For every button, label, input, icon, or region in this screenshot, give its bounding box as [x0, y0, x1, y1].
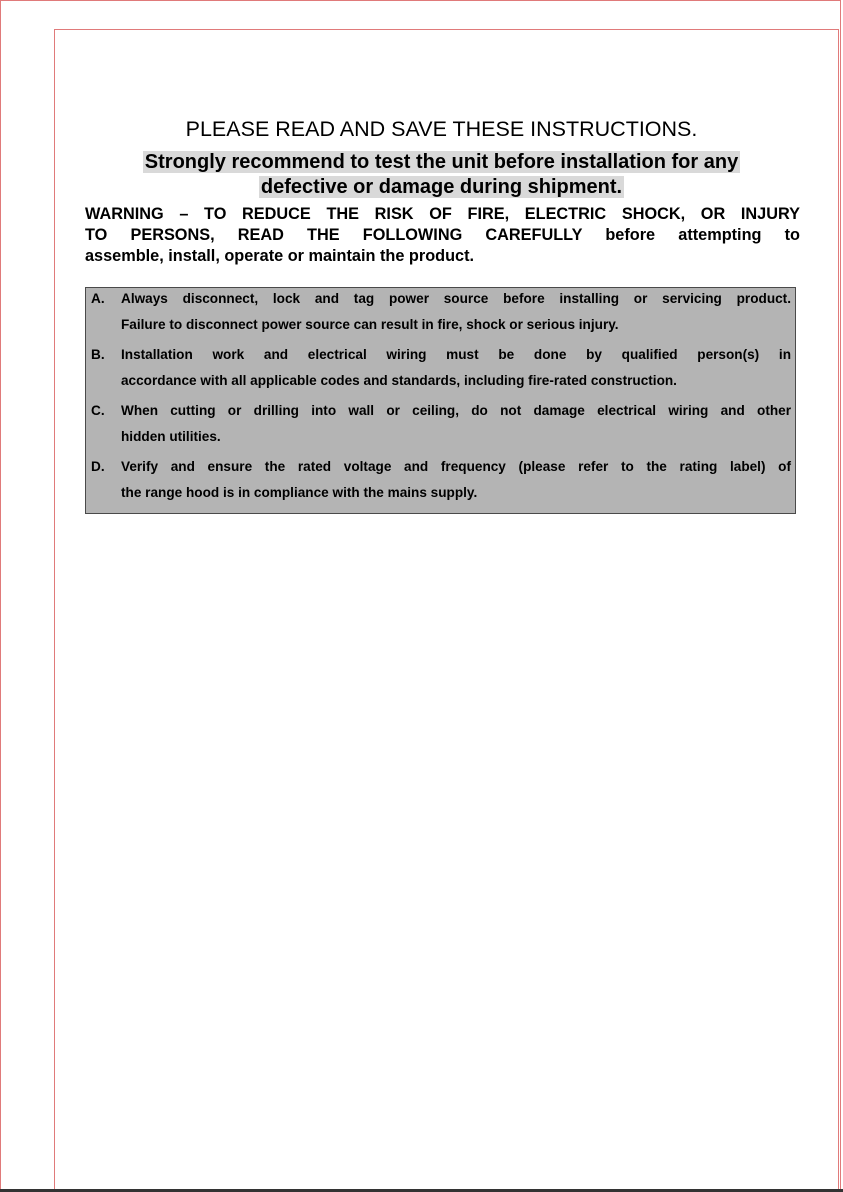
instruction-line-2: the range hood is in compliance with the mains supply. [121, 485, 478, 500]
instruction-letter: D. [91, 459, 105, 474]
instruction-letter: A. [91, 291, 105, 306]
test-notice [85, 150, 798, 200]
test-notice-line-2: defective or damage during shipment. [260, 176, 623, 198]
warning-line-2: TO PERSONS, READ THE FOLLOWING CAREFULLY before attempting to [85, 226, 800, 244]
instruction-line-1: When cutting or drilling into wall or ceiling, do not damage electrical wiring and other [121, 403, 791, 418]
instruction-line-1: Verify and ensure the rated voltage and frequency (please refer to the rating label) of [121, 459, 791, 474]
warning-line-3: assemble, install, operate or maintain the product. [85, 247, 475, 265]
instruction-letter: B. [91, 347, 105, 362]
instruction-line-1: Installation work and electrical wiring must be done by qualified person(s) in [121, 347, 791, 362]
instruction-line-2: Failure to disconnect power source can result in fire, shock or serious injury. [121, 317, 619, 332]
warning-paragraph [85, 204, 800, 267]
test-notice-line-1: Strongly recommend to test the unit before installation for any [144, 151, 739, 173]
instruction-line-1: Always disconnect, lock and tag power source before installing or servicing product. [121, 291, 791, 306]
instruction-line-2: hidden utilities. [121, 429, 221, 444]
warning-line-1: WARNING – TO REDUCE THE RISK OF FIRE, ELECTRIC SHOCK, OR INJURY [85, 205, 800, 223]
safety-instructions-box [85, 287, 796, 514]
instruction-line-2: accordance with all applicable codes and standards, including fire-rated construction. [121, 373, 677, 388]
page-title: PLEASE READ AND SAVE THESE INSTRUCTIONS. [185, 117, 698, 141]
instruction-letter: C. [91, 403, 105, 418]
